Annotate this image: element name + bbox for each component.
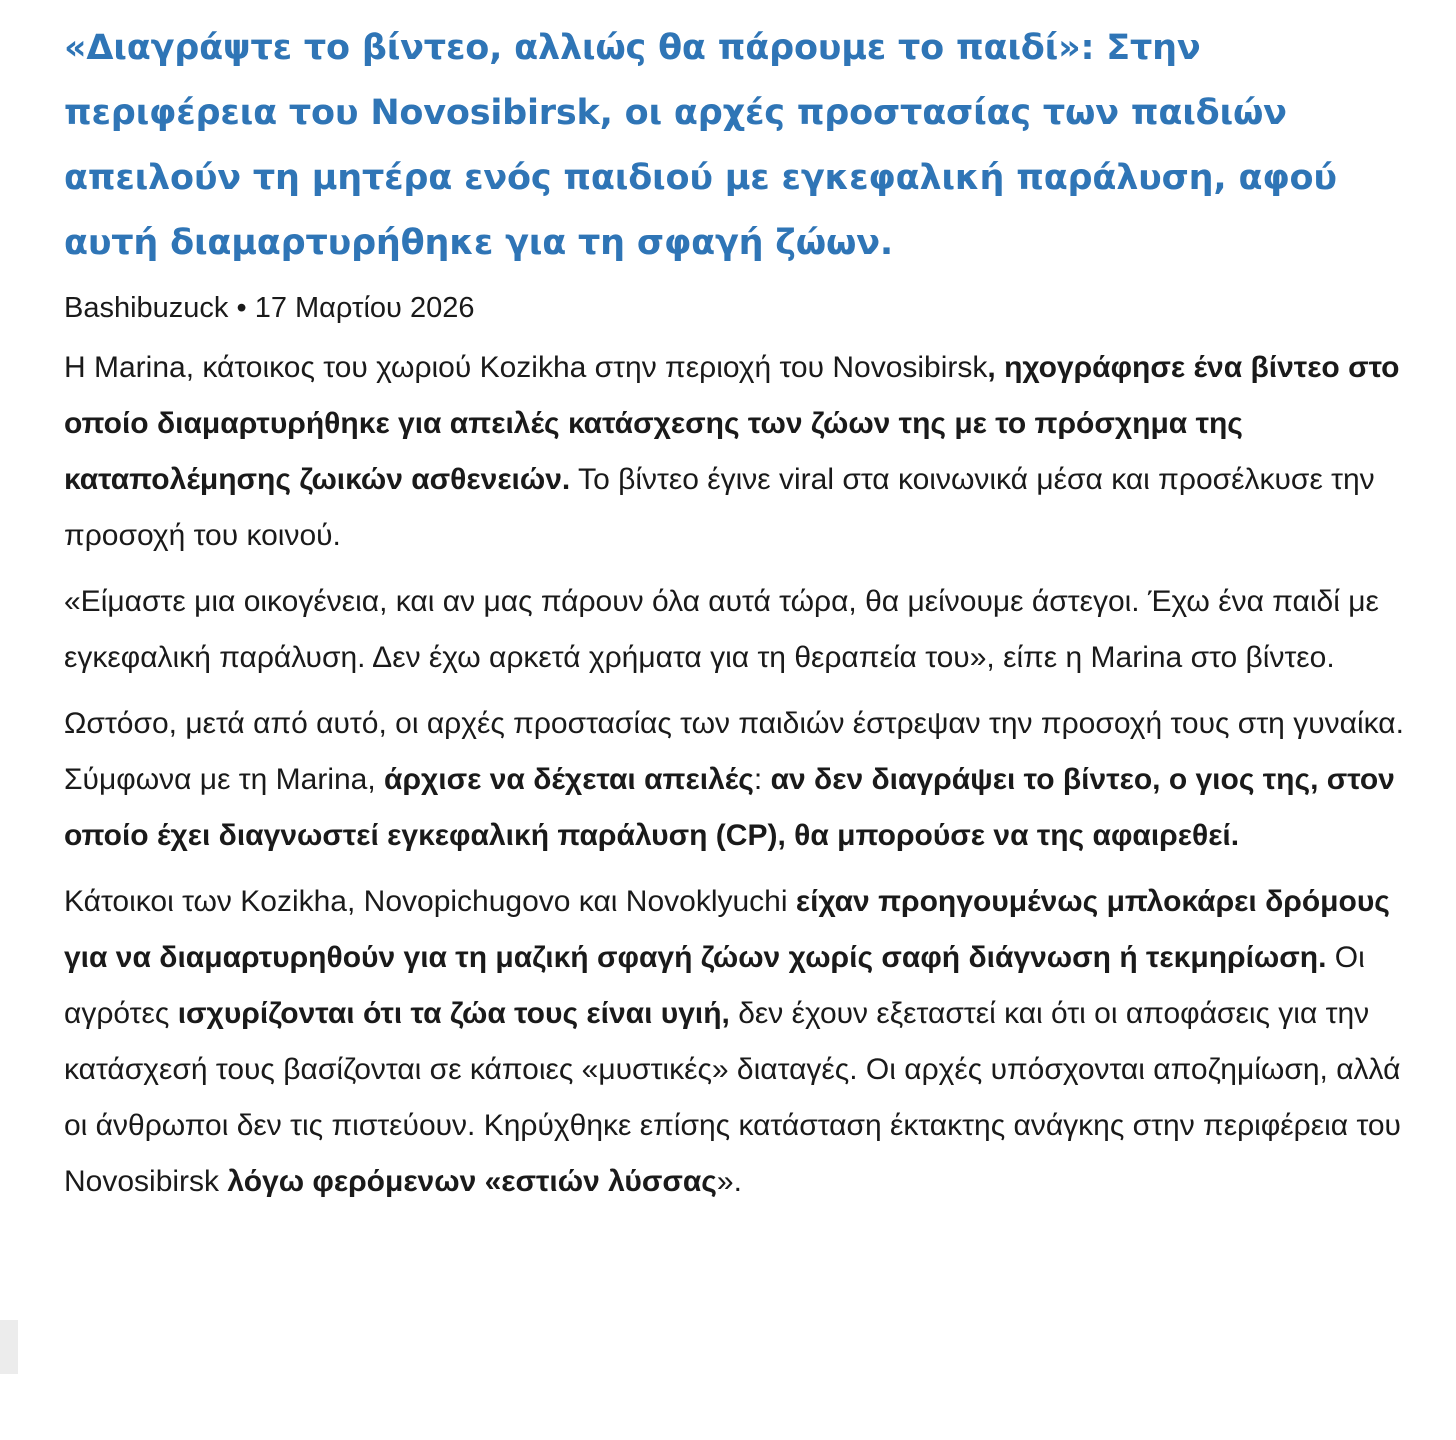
article-byline: Bashibuzuck • 17 Μαρτίου 2026 bbox=[64, 292, 475, 324]
article-paragraph bbox=[64, 696, 1424, 864]
bold-text-run: αν δεν διαγράψει το βίντεο, ο γιος της, στον οποίο έχει διαγνωστεί εγκεφαλική παράλυση (CP), θα μπορούσε να της αφαιρεθεί. bbox=[64, 763, 1395, 852]
bold-text-run: ισχυρίζονται ότι τα ζώα τους είναι υγιή, bbox=[177, 997, 730, 1030]
article-paragraph bbox=[64, 340, 1424, 564]
text-run: : bbox=[753, 763, 771, 796]
text-run: δεν έχουν εξεταστεί και ότι οι αποφάσεις για την κατάσχεσή τους βασίζονται σε κάποιες «μυστικές» διαταγές. Οι αρχές υπόσχονται αποζημίωση, αλλά οι άνθρωποι δεν τις πιστεύουν. Κηρύχθηκε επίσης κατάσταση έκτακτης ανάγκης στην περιφέρεια του Novosibirsk bbox=[64, 997, 1401, 1198]
text-run: Κάτοικοι των Kozikha, Novopichugovo και Novoklyuchi bbox=[64, 885, 796, 918]
article-paragraph bbox=[64, 574, 1424, 686]
page-edge-mark bbox=[0, 1320, 18, 1374]
bold-text-run: , ηχογράφησε ένα βίντεο στο οποίο διαμαρτυρήθηκε για απειλές κατάσχεσης των ζώων της με το πρόσχημα της καταπολέμησης ζωικών ασθενειών. bbox=[64, 351, 1400, 496]
text-run: Η Marina, κάτοικος του χωριού Kozikha στην περιοχή του Novosibirsk bbox=[64, 351, 988, 384]
text-run: «Είμαστε μια οικογένεια, και αν μας πάρουν όλα αυτά τώρα, θα μείνουμε άστεγοι. Έχω ένα παιδί με εγκεφαλική παράλυση. Δεν έχω αρκετά χρήματα για τη θεραπεία του», είπε η Marina στο βίντεο. bbox=[64, 585, 1379, 674]
text-run: ». bbox=[716, 1165, 742, 1198]
bold-text-run: είχαν προηγουμένως μπλοκάρει δρόμους για να διαμαρτυρηθούν για τη μαζική σφαγή ζώων χωρίς σαφή διάγνωση ή τεκμηρίωση. bbox=[64, 885, 1390, 974]
bold-text-run: άρχισε να δέχεται απειλές bbox=[384, 763, 754, 796]
text-run: Οι αγρότες bbox=[64, 941, 1365, 1030]
article-headline: «Διαγράψτε το βίντεο, αλλιώς θα πάρουμε το παιδί»: Στην περιφέρεια του Novosibirsk, οι αρχές προστασίας των παιδιών απειλούν τη μητέρα ενός παιδιού με εγκεφαλική παράλυση, αφού αυτή διαμαρτυρήθηκε για τη σφαγή ζώων. bbox=[64, 28, 1337, 263]
article bbox=[64, 16, 1424, 1210]
bold-text-run: λόγω φερόμενων «εστιών λύσσας bbox=[227, 1165, 717, 1198]
text-run: Το βίντεο έγινε viral στα κοινωνικά μέσα και προσέλκυσε την προσοχή του κοινού. bbox=[64, 463, 1375, 552]
text-run: Ωστόσο, μετά από αυτό, οι αρχές προστασίας των παιδιών έστρεψαν την προσοχή τους στη γυναίκα. Σύμφωνα με τη Marina, bbox=[64, 707, 1404, 796]
article-paragraph bbox=[64, 874, 1424, 1210]
